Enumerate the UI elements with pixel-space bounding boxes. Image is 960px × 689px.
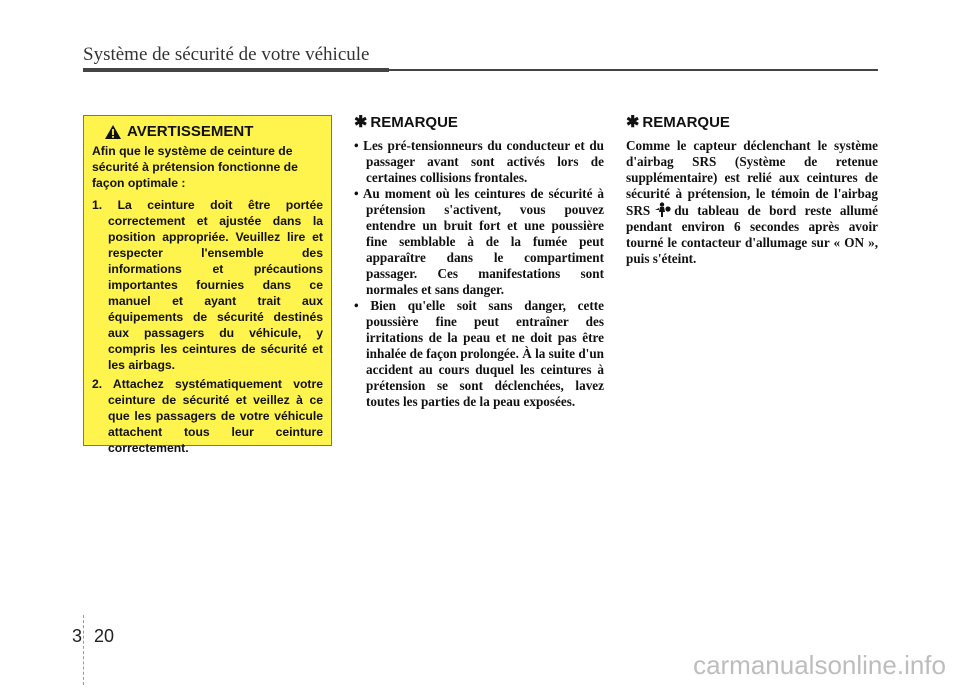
asterisk-icon: ✱	[626, 114, 640, 131]
note-right-text	[626, 138, 878, 267]
note-left-item: • Les pré-tensionneurs du conducteur et du passager avant sont activés lors de certaines collisions frontales.	[354, 138, 604, 185]
page-header-title: Système de sécurité de votre véhicule	[83, 44, 370, 65]
warning-header	[104, 124, 323, 140]
note-right	[626, 112, 878, 267]
warning-title: AVERTISSEMENT	[127, 123, 254, 140]
note-right-text-after: du tableau de bord reste allumé pendant environ 6 secondes après avoir tourné le contacteur d'allumage sur « ON », puis s'éteint.	[626, 203, 878, 266]
note-left-item: • Au moment où les ceintures de sécurité à prétension s'activent, vous pouvez entendre un bruit fort et une poussière fine semblable à de la fumée peut apparaître dans le compartiment passager. Ces manifestations sont normales et sans danger.	[354, 186, 604, 297]
note-left	[354, 112, 604, 410]
note-right-title: REMARQUE	[642, 113, 730, 131]
header-rule-thin	[389, 69, 878, 71]
warning-item: 1. La ceinture doit être portée correctement et ajustée dans la position appropriée. Veuillez lire et respecter l'ensemble des informations et précautions importantes fournies dans ce manuel et ayant trait aux équipements de sécurité destinés aux passagers du véhicule, y compris les ceintures de sécurité et les airbags.	[92, 198, 323, 372]
note-left-item: • Bien qu'elle soit sans danger, cette poussière fine peut entraîner des irritations de la peau et ne doit pas être inhalée de façon prolongée. À la suite d'un accident au cours duquel les ceintures à prétension se sont déclenchées, lavez toutes les parties de la peau exposées.	[354, 298, 604, 409]
note-left-header	[354, 112, 604, 132]
warning-intro: Afin que le système de ceinture de sécurité à prétension fonctionne de façon optimale :	[92, 144, 298, 190]
warning-triangle-icon	[104, 124, 122, 140]
asterisk-icon: ✱	[354, 114, 368, 131]
note-left-list	[354, 138, 604, 410]
warning-item: 2. Attachez systématiquement votre ceinture de sécurité et veillez à ce que les passagers de votre véhicule attachent tous leur ceinture correctement.	[92, 377, 323, 455]
airbag-warning-icon	[653, 202, 671, 218]
page-number	[72, 626, 132, 647]
note-right-text-before: Comme le capteur déclenchant le système d'airbag SRS (Système de retenue supplémentaire) est relié aux ceintures de sécurité à prétension, le témoin de l'airbag SRS	[626, 138, 878, 218]
chapter-number: 3	[72, 626, 83, 646]
header-rule-thick	[83, 68, 389, 72]
warning-list	[92, 197, 323, 456]
page-number-value: 20	[94, 626, 115, 646]
note-left-title: REMARQUE	[370, 113, 458, 131]
warning-box	[83, 115, 332, 455]
watermark: carmanualsonline.info	[693, 650, 946, 680]
note-right-header	[626, 112, 878, 132]
